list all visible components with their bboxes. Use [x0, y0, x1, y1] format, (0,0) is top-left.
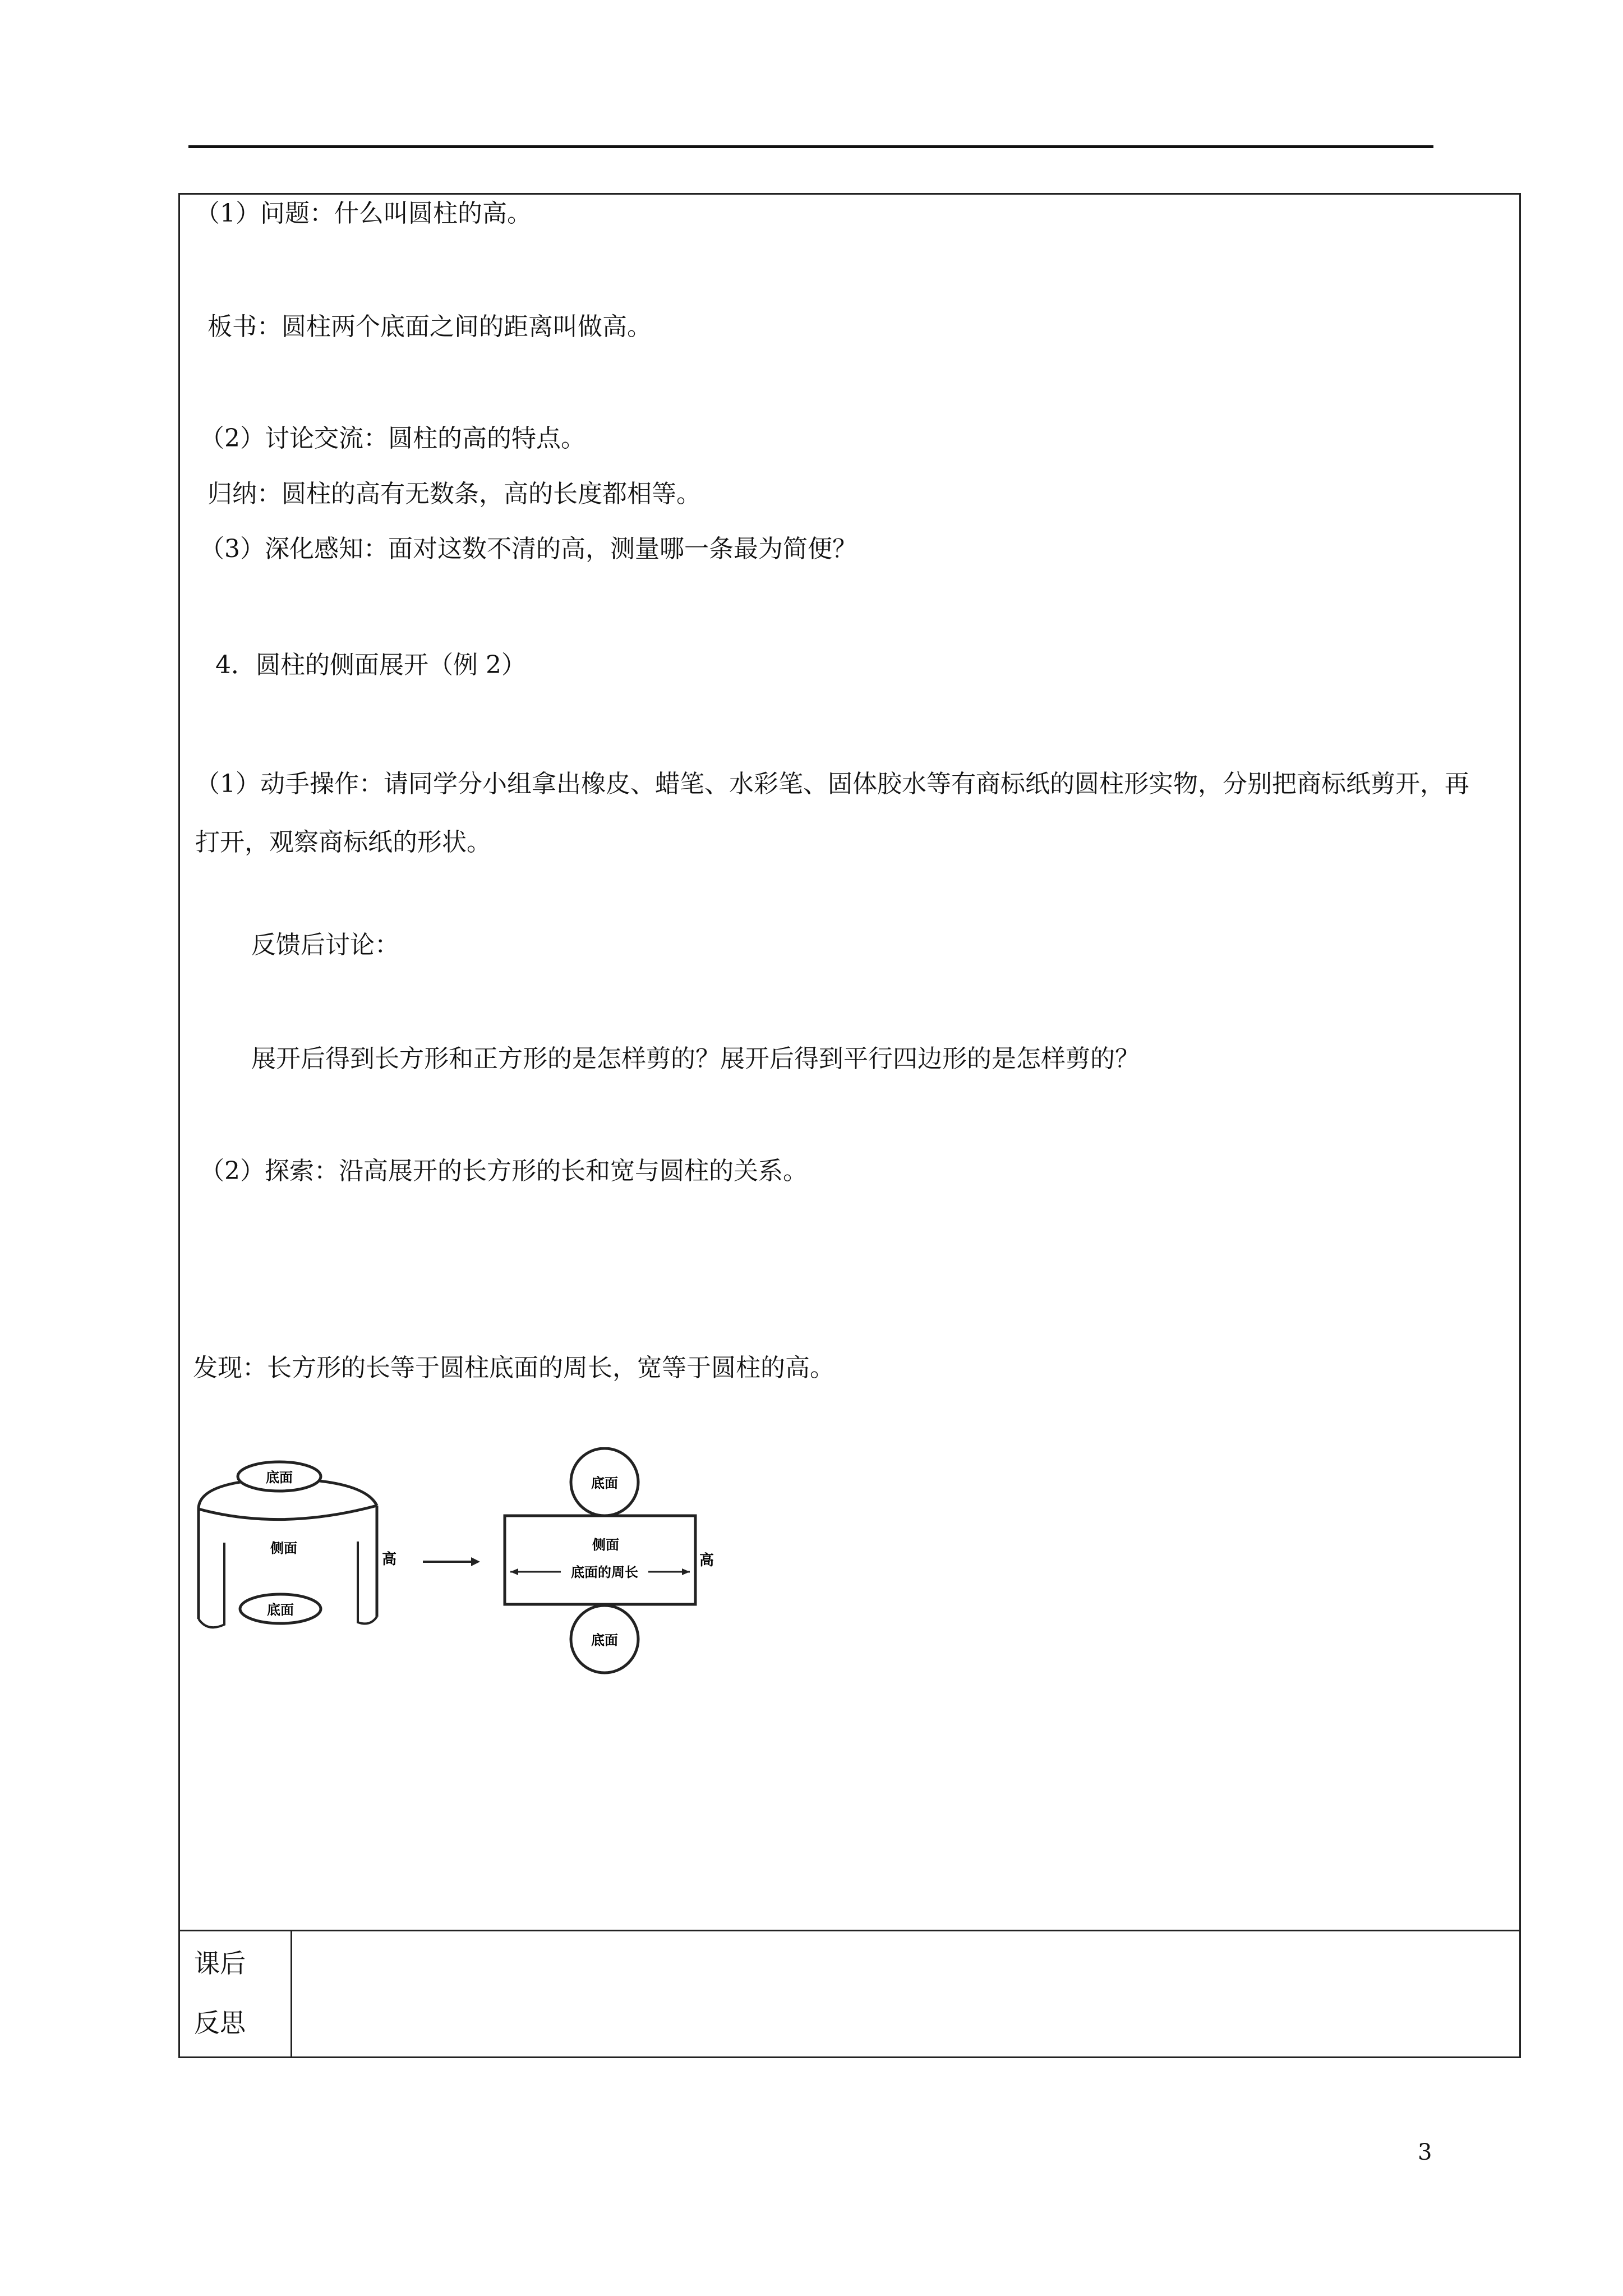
reflection-label-line2: 反思 [194, 2008, 246, 2038]
feedback-discussion: 反馈后讨论： [251, 931, 399, 959]
arrow-icon [423, 1557, 480, 1566]
net-label-height: 高 [699, 1552, 714, 1569]
net-label-top-base: 底面 [591, 1475, 618, 1491]
header-rule [188, 145, 1433, 148]
board-writing: 板书：圆柱两个底面之间的距离叫做高。 [208, 312, 652, 341]
table-row-divider [178, 1930, 1521, 1931]
reflection-label-line1: 课后 [194, 1948, 246, 1978]
net-side-rectangle [505, 1516, 695, 1604]
lesson-table [178, 193, 1521, 2058]
net-label-side: 侧面 [592, 1537, 619, 1553]
cutting-question: 展开后得到长方形和正方形的是怎样剪的？展开后得到平行四边形的是怎样剪的？ [251, 1045, 1140, 1073]
explore-2: （2）探索：沿高展开的长方形的长和宽与圆柱的关系。 [200, 1157, 808, 1185]
section-4-heading: 4．圆柱的侧面展开（例 2） [215, 651, 526, 679]
operation-1: （1）动手操作：请同学分小组拿出橡皮、蜡笔、水彩笔、固体胶水等有商标纸的圆柱形实物，分别把商标纸剪开，再打开，观察商标纸的形状。 [195, 770, 1469, 857]
label-bottom-base: 底面 [267, 1602, 294, 1618]
cylinder-net-figure [191, 1447, 723, 1683]
table-column-divider [291, 1930, 292, 2058]
net-label-circumference: 底面的周长 [571, 1565, 638, 1580]
question-1: （1）问题：什么叫圆柱的高。 [195, 199, 532, 228]
net-label-bottom-base: 底面 [591, 1632, 618, 1648]
cylinder-net-drawing [505, 1448, 714, 1673]
page-number: 3 [1418, 2139, 1432, 2165]
label-side: 侧面 [270, 1540, 297, 1556]
summary: 归纳：圆柱的高有无数条，高的长度都相等。 [208, 480, 701, 508]
label-top-base: 底面 [266, 1470, 293, 1485]
question-3: （3）深化感知：面对这数不清的高，测量哪一条最为简便？ [200, 535, 857, 563]
finding: 发现：长方形的长等于圆柱底面的周长，宽等于圆柱的高。 [193, 1354, 834, 1382]
question-2: （2）讨论交流：圆柱的高的特点。 [200, 424, 585, 453]
cylinder-drawing [199, 1462, 396, 1627]
label-height: 高 [381, 1551, 397, 1568]
